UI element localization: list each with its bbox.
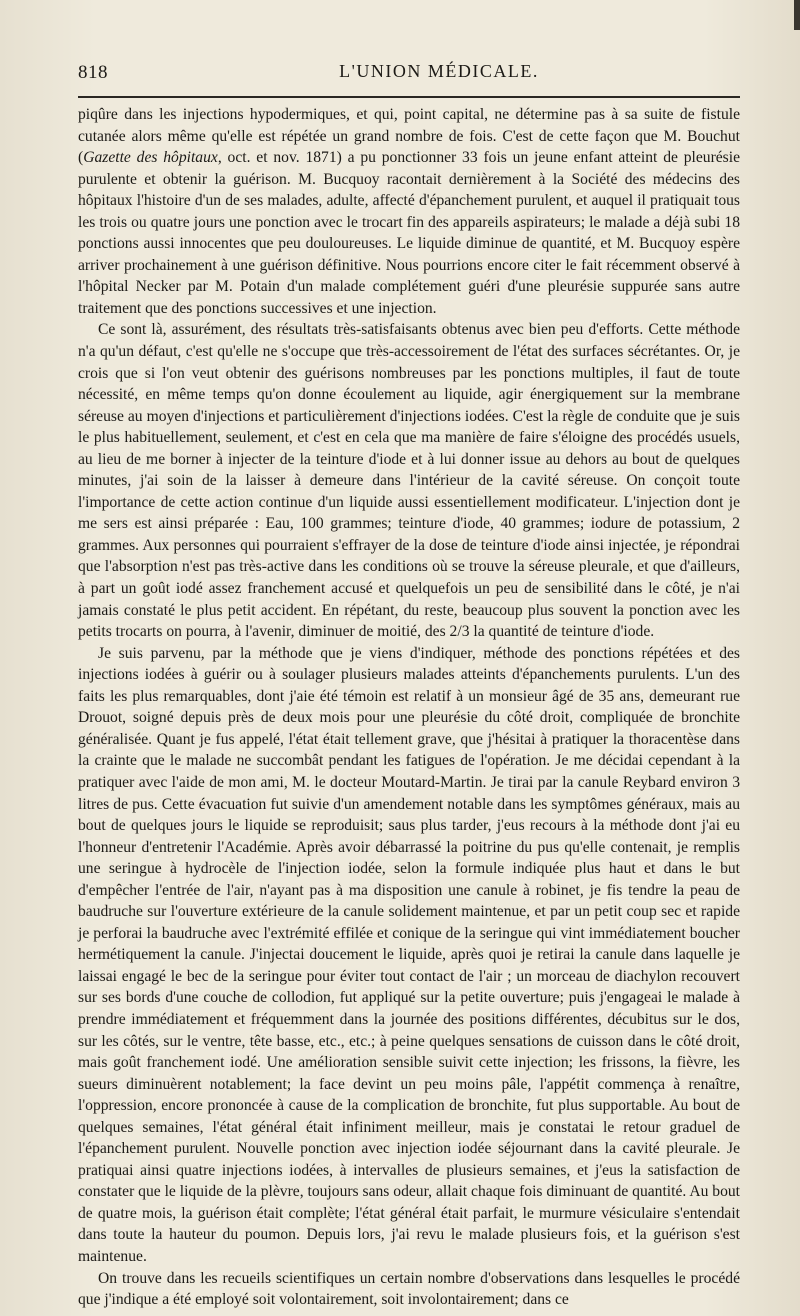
paragraph-1-text-before: piqûre dans les injections hypodermiques, et qui, point capital, ne détermine pas à sa suite de fistule cutanée alors même qu'elle est répétée un grand nombre de fois. C'est de cette façon que M. Bouchut ( bbox=[78, 106, 740, 167]
paragraph-2-text: Ce sont là, assurément, des résultats très-satisfaisants obtenus avec bien peu d'efforts. Cette méthode n'a qu'un défaut, c'est qu'elle ne s'occupe que très-accessoirement de l'état des surfaces sécrétantes. Or, je crois que si l'on veut obtenir des guérisons nombreuses par les ponctions multiples, il faut de toute nécessité, en même temps qu'on donne écoulement au liquide, agir énergiquement sur la membrane séreuse au moyen d'injections et particulièrement d'injections iodées. C'est la règle de conduite que je suis le plus habituellement, seulement, et c'est en cela que ma manière de faire s'éloigne des procédés usuels, au lieu de me borner à injecter de la teinture d'iode et à lui donner issue au dehors au bout de quelques minutes, j'ai soin de la laisser à demeure dans l'intérieur de la cavité séreuse. On conçoit toute l'importance de cette action continue d'un liquide aussi essentiellement modificateur. L'injection dont je me sers est ainsi préparée : Eau, 100 grammes; teinture d'iode, 40 grammes; iodure de potassium, 2 grammes. Aux personnes qui pourraient s'effrayer de la dose de teinture d'iode ainsi injectée, je répondrai que l'absorption n'est pas très-active dans les conditions où se trouve la séreuse pleurale, et que d'ailleurs, à part un goût iodé assez franchement accusé et quelquefois un peu de sensibilité dans le côté, je n'ai jamais constaté le plus petit accident. En répétant, du reste, beaucoup plus souvent la ponction avec les petits trocarts on pourra, à l'avenir, diminuer de moitié, des 2/3 la quantité de teinture d'iode. bbox=[78, 321, 740, 641]
body-text bbox=[78, 104, 740, 1311]
header-rule bbox=[78, 96, 740, 98]
paragraph-3-text: Je suis parvenu, par la méthode que je viens d'indiquer, méthode des ponctions répétées et des injections iodées à guérir ou à soulager plusieurs malades atteints d'épanchements purulents. L'un des faits les plus remarquables, dont j'aie été témoin est relatif à un monsieur âgé de 35 ans, demeurant rue Drouot, soigné depuis près de deux mois pour une pleurésie du côté droit, compliquée de bronchite généralisée. Quant je fus appelé, l'état était tellement grave, que j'hésitai à pratiquer la thoracentèse dans la crainte que le malade ne succombât pendant les fatigues de l'opération. Je me décidai cependant à la pratiquer avec l'aide de mon ami, M. le docteur Moutard-Martin. Je tirai par la canule Reybard environ 3 litres de pus. Cette évacuation fut suivie d'un amendement notable dans les symptômes généraux, mais au bout de quelques jours le liquide se reproduisit; saus plus tarder, j'eus recours à la méthode dont j'ai eu l'honneur d'entretenir l'Académie. Après avoir débarrassé la poitrine du pus qu'elle contenait, je remplis une seringue à hydrocèle de l'injection iodée, selon la formule indiquée plus haut et dans le but d'empêcher l'entrée de l'air, n'ayant pas à ma disposition une canule à robinet, je fis tendre la peau de baudruche sur l'ouverture extérieure de la canule solidement maintenue, et par un petit coup sec et rapide je perforai la baudruche avec l'extrémité effilée et conique de la seringue qui vint immédiatement boucher hermétiquement la canule. J'injectai doucement le liquide, après quoi je retirai la canule dans laquelle je laissai engagé le bec de la seringue pour éviter tout contact de l'air ; un morceau de diachylon recouvert sur ses bords d'une couche de collodion, fut appliqué sur la petite ouverture; puis j'engageai le malade à prendre immédiatement et fréquemment dans la journée des positions différentes, décubitus sur le dos, sur les côtés, sur le ventre, tête basse, etc., etc.; à peine quelques sensations de cuisson dans le côté droit, mais goût franchement iodé. Une amélioration sensible suivit cette injection; les frissons, la fièvre, les sueurs diminuèrent notablement; la face devint un peu moins pâle, l'appétit commença à renaître, l'oppression, encore prononcée à cause de la complication de bronchite, fut plus supportable. Au bout de quelques semaines, l'état général était infiniment meilleur, mais je constatai le retour graduel de l'épanchement purulent. Nouvelle ponction avec injection iodée séjournant dans la cavité pleurale. Je pratiquai ainsi quatre injections iodées, à intervalles de plusieurs semaines, et j'eus la satisfaction de constater que le liquide de la plèvre, toujours sans odeur, allait chaque fois diminuant de quantité. Au bout de quatre mois, la guérison était complète; l'état général était parfait, le murmure vésiculaire s'entendait dans toute la hauteur du poumon. Depuis lors, j'ai revu le malade plusieurs fois, et la guérison s'est maintenue. bbox=[78, 644, 740, 1265]
paragraph-4-text: On trouve dans les recueils scientifiques un certain nombre d'observations dans lesquelles le procédé que j'indique a été employé soit volontairement, soit involontairement; dans ce bbox=[78, 1269, 740, 1309]
paragraph-1 bbox=[78, 104, 740, 319]
running-title: L'UNION MÉDICALE. bbox=[339, 61, 539, 81]
paragraph-1-text-after: , oct. et nov. 1871) a pu ponctionner 33 fois un jeune enfant atteint de pleurésie purulente et obtenir la guérison. M. Bucquoy racontait dernièrement à la Société des médecins des hôpitaux l'histoire d'un de ses malades, adulte, affecté d'épanchement purulent, et auquel il pratiquait tous les trois ou quatre jours une ponction avec le trocart fin des appareils aspirateurs; le malade a déjà subi 18 ponctions aussi innocentes que peu douloureuses. Le liquide diminue de quantité, et M. Bucquoy espère arriver prochainement à une guérison définitive. Nous pourrions encore citer le fait récemment observé à l'hôpital Necker par M. Potain d'un malade complétement guéri d'une pleurésie suppurée sans autre traitement que des ponctions successives et une injection. bbox=[78, 149, 741, 317]
page-edge-mark bbox=[794, 0, 800, 30]
paragraph-2 bbox=[78, 319, 740, 642]
journal-title-italic: Gazette des hôpitaux bbox=[83, 149, 218, 167]
page-header bbox=[78, 58, 740, 90]
page-number: 818 bbox=[78, 62, 108, 83]
paragraph-4 bbox=[78, 1268, 740, 1311]
paragraph-3 bbox=[78, 643, 740, 1268]
